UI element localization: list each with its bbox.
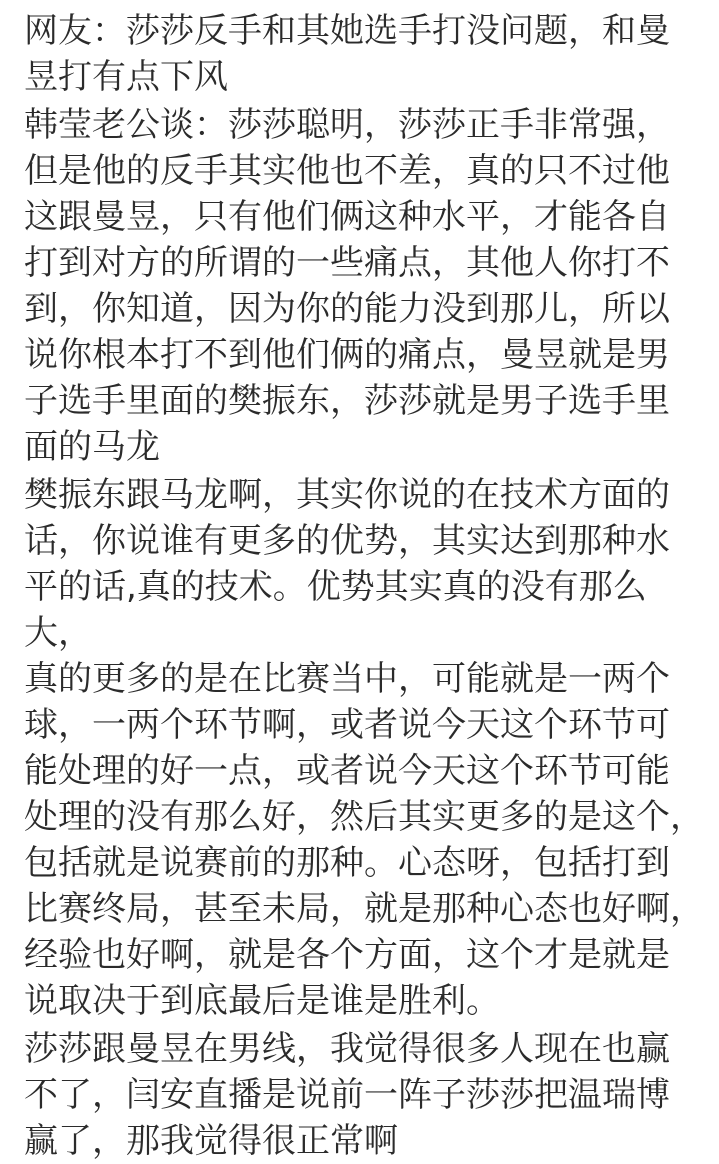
paragraph-han-ying-husband-remarks: 韩莹老公谈：莎莎聪明，莎莎正手非常强， 但是他的反手其实他也不差，真的只不过他 这跟曼昱，只有他们俩这种水平，才能各自 打到对方的所谓的一些痛点，其他人你打不 到，你知道，因为你的能力没到那儿，所以 说你根本打不到他们俩的痛点，曼昱就是男 子选手里面的樊振东，莎莎就是男子选手里 面的马龙 [24,105,670,467]
paragraph-fan-zhendong-ma-long: 樊振东跟马龙啊，其实你说的在技术方面的 话，你说谁有更多的优势，其实达到那种水 平的话,真的技术。优势其实真的没有那么大， 真的更多的是在比赛当中，可能就是一两个 球，一两个环节啊，或者说今天这个环节可 能处理的好一点，或者说今天这个环节可能 处理的没有那么好，然后其实更多的是这个， 包括就是说赛前的那种。心态呀，包括打到 比赛终局，甚至未局，就是那种心态也好啊， 经验也好啊，就是各个方面，这个才是就是 说取决于到底最后是谁是胜利。 [24,475,704,1021]
post-body [24,8,714,1164]
paragraph-netizen-comment: 网友：莎莎反手和其她选手打没问题，和曼 昱打有点下风 [24,11,670,97]
paragraph-mens-line: 莎莎跟曼昱在男线，我觉得很多人现在也赢 不了，闫安直播是说前一阵子莎莎把温瑞博 赢了，那我觉得很正常啊 [24,1029,670,1161]
